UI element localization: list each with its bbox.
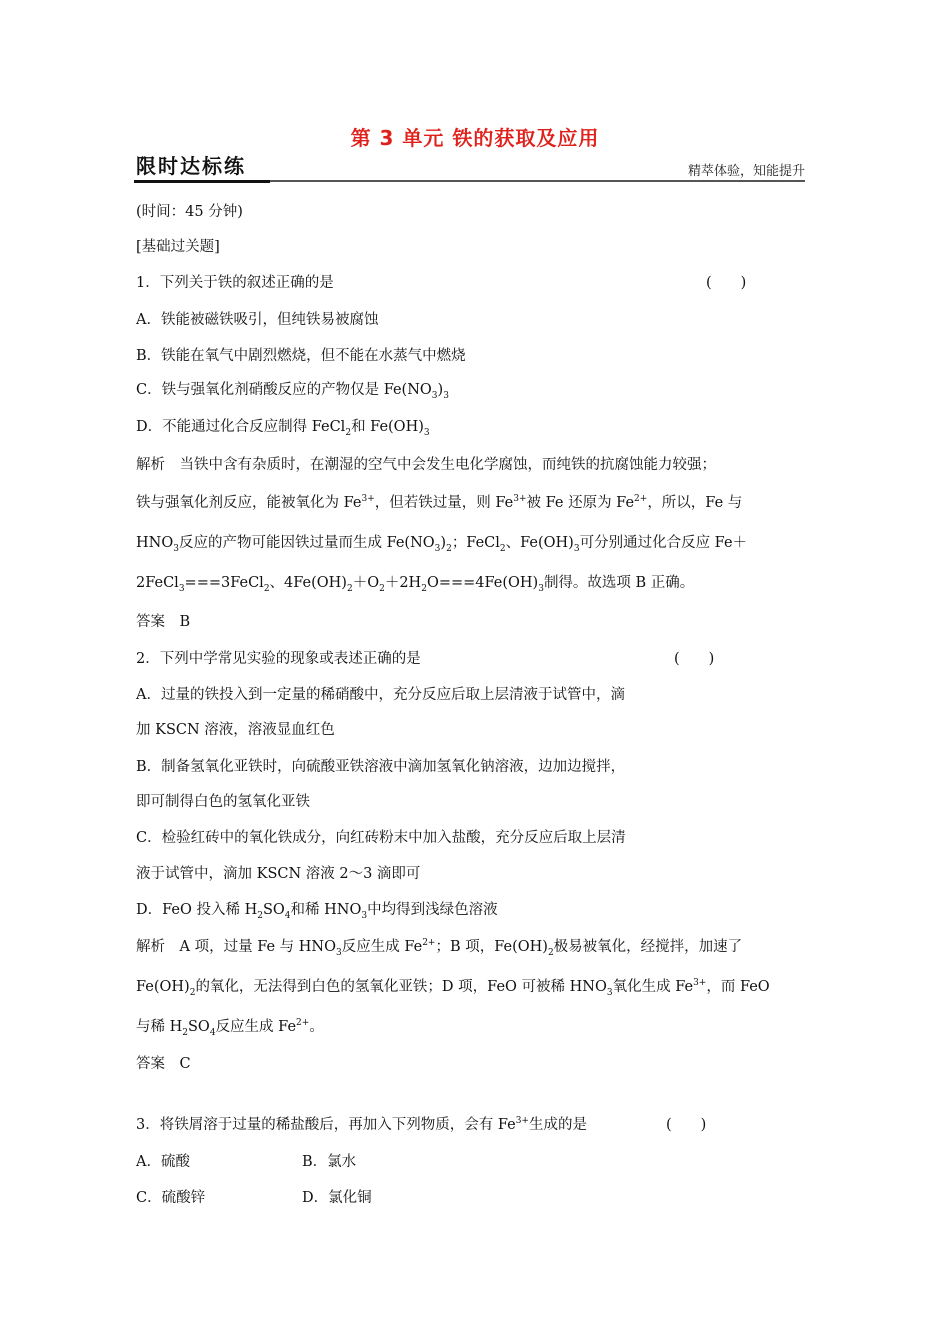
q1-stem: 1．下列关于铁的叙述正确的是	[136, 275, 334, 291]
q3-option-d: D．氯化铜	[302, 1190, 372, 1206]
q2-option-c-line2: 液于试管中，滴加 KSCN 溶液 2～3 滴即可	[136, 866, 421, 882]
q3-answer-bracket: ( )	[666, 1117, 707, 1133]
q2-explanation-line3: 与稀 $H_2SO_4$反应生成 $Fe^{2+}$。	[136, 1018, 324, 1038]
q3-stem: 3．将铁屑溶于过量的稀盐酸后，再加入下列物质，会有 $Fe^{3+}$生成的是	[136, 1116, 587, 1133]
page-title: 第 3 单元 铁的获取及应用	[350, 126, 600, 150]
section-banner-label: 限时达标练	[136, 154, 246, 178]
q2-option-d: D．FeO 投入稀 $H_2SO_4$和稀 $HNO_3$中均得到浅绿色溶液	[136, 902, 498, 921]
q2-option-b-line2: 即可制得白色的氢氧化亚铁	[136, 794, 310, 810]
q1-option-b: B．铁能在氧气中剧烈燃烧，但不能在水蒸气中燃烧	[136, 348, 466, 364]
banner-rule-thick	[134, 180, 270, 183]
q2-option-a-line1: A．过量的铁投入到一定量的稀硝酸中，充分反应后取上层清液于试管中，滴	[136, 687, 625, 703]
q1-explanation-line1: 解析 当铁中含有杂质时，在潮湿的空气中会发生电化学腐蚀，而纯铁的抗腐蚀能力较强；	[136, 457, 716, 473]
q1-option-a: A．铁能被磁铁吸引，但纯铁易被腐蚀	[136, 312, 379, 328]
q2-explanation-line2: $Fe(OH)_2$的氧化，无法得到白色的氢氧化亚铁；D 项，FeO 可被稀 $HNO_3$氧化生成 $Fe^{3+}$，而 FeO	[136, 978, 770, 998]
q1-option-d: D．不能通过化合反应制得 FeCl$_2$和 $Fe(OH)_3$	[136, 419, 430, 438]
q2-option-c-line1: C．检验红砖中的氧化铁成分，向红砖粉末中加入盐酸，充分反应后取上层清	[136, 830, 626, 846]
q1-answer: 答案 B	[136, 614, 191, 630]
q2-option-a-line2: 加 KSCN 溶液，溶液显血红色	[136, 722, 335, 738]
banner-slogan: 精萃体验，知能提升	[687, 164, 805, 179]
time-limit: (时间：45 分钟)	[136, 204, 243, 220]
banner-rule-thin	[270, 180, 805, 182]
q2-stem: 2．下列中学常见实验的现象或表述正确的是	[136, 651, 421, 667]
q3-option-b: B．氯水	[302, 1154, 357, 1170]
q1-explanation-line4: 2FeCl$_3$===3FeCl$_2$、$4Fe(OH)_2+O_2+2H_2O===4Fe(OH)_3$制得。故选项 B 正确。	[136, 575, 695, 594]
q1-explanation-line2: 铁与强氧化剂反应，能被氧化为 $Fe^{3+}$，但若铁过量，则 $Fe^{3+}$被 Fe 还原为 $Fe^{2+}$，所以，Fe 与	[136, 494, 743, 511]
q3-option-a: A．硫酸	[136, 1154, 190, 1170]
section-heading: [基础过关题]	[136, 239, 220, 255]
q2-option-b-line1: B．制备氢氧化亚铁时，向硫酸亚铁溶液中滴加氢氧化钠溶液，边加边搅拌，	[136, 759, 626, 775]
q1-option-c: C．铁与强氧化剂硝酸反应的产物仅是 $Fe(NO_3)_3$	[136, 382, 449, 401]
q2-answer-bracket: ( )	[674, 651, 715, 667]
q1-answer-bracket: ( )	[706, 275, 747, 291]
q1-explanation-line3: $HNO_3$反应的产物可能因铁过量而生成 $Fe(NO_3)_2$；FeCl$_2$、$Fe(OH)_3$可分别通过化合反应 Fe＋	[136, 535, 748, 554]
q2-answer: 答案 C	[136, 1056, 191, 1072]
q3-option-c: C．硫酸锌	[136, 1190, 206, 1206]
q2-explanation-line1: 解析 A 项，过量 Fe 与 $HNO_3$反应生成 $Fe^{2+}$；B 项，$Fe(OH)_2$极易被氧化，经搅拌，加速了	[136, 938, 743, 958]
